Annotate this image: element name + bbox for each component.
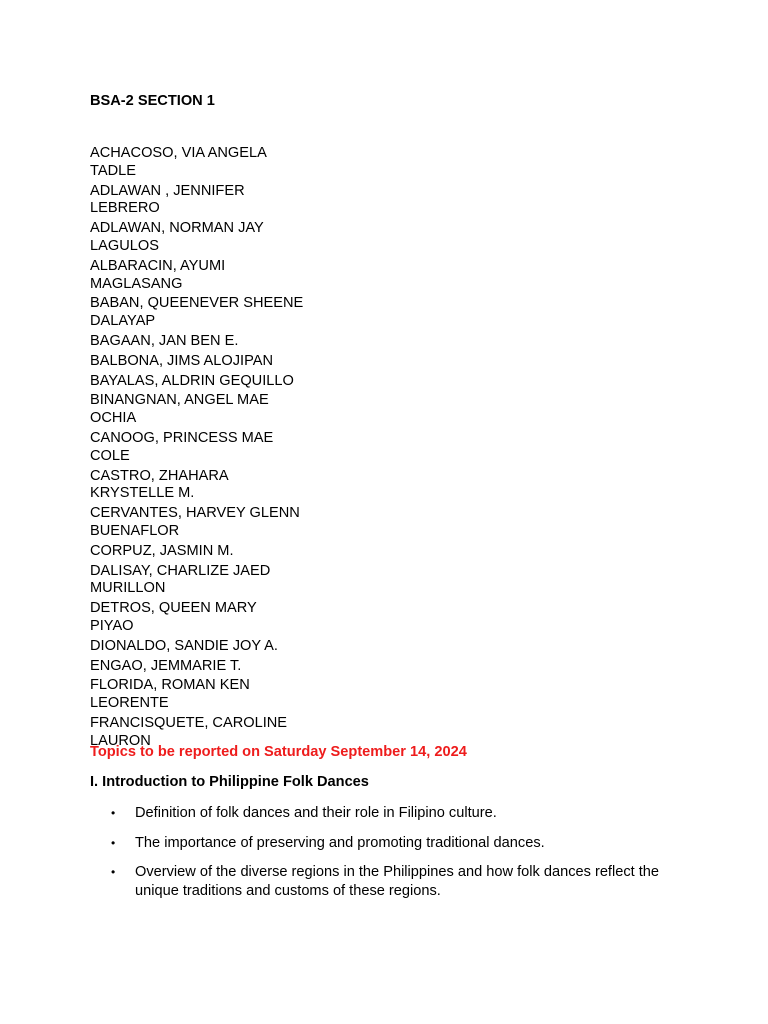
student-name-line: CERVANTES, HARVEY GLENN: [90, 505, 300, 522]
student-name: [90, 563, 350, 599]
topic-bullet-item: [90, 834, 690, 853]
student-name-line: LEBRERO: [90, 200, 160, 217]
student-name: [90, 353, 350, 371]
student-name-line: KRYSTELLE M.: [90, 485, 195, 502]
student-name-line: DALAYAP: [90, 313, 156, 330]
student-name: [90, 543, 350, 561]
student-name: [90, 600, 350, 636]
student-name-line: BAGAAN, JAN BEN E.: [90, 332, 239, 349]
student-name: [90, 677, 350, 713]
bullet-icon: •: [111, 806, 116, 820]
student-name-line: ACHACOSO, VIA ANGELA: [90, 145, 267, 161]
section-heading: BSA-2 SECTION 1: [90, 93, 215, 109]
student-name-line: DIONALDO, SANDIE JOY A.: [90, 637, 278, 654]
topics-title: Topics to be reported on Saturday September 14, 2024: [90, 744, 467, 760]
student-name: [90, 505, 350, 541]
student-name-line: FRANCISQUETE, CAROLINE: [90, 714, 288, 731]
student-name-line: DALISAY, CHARLIZE JAED: [90, 562, 271, 579]
student-name-line: CASTRO, ZHAHARA: [90, 467, 229, 484]
student-name-line: BALBONA, JIMS ALOJIPAN: [90, 352, 274, 369]
student-name: [90, 392, 350, 428]
student-name-line: BABAN, QUEENEVER SHEENE: [90, 295, 304, 312]
topic-bullet-list: [90, 804, 690, 911]
bullet-icon: •: [111, 865, 116, 879]
student-name: [90, 468, 350, 504]
topic-bullet-text: The importance of preserving and promoting traditional dances.: [135, 834, 545, 851]
topic-bullet-text: Definition of folk dances and their role in Filipino culture.: [135, 805, 497, 821]
student-name-line: PIYAO: [90, 617, 134, 634]
student-name-line: TADLE: [90, 162, 136, 179]
student-name-line: DETROS, QUEEN MARY: [90, 600, 257, 617]
student-name-line: CANOOG, PRINCESS MAE: [90, 429, 274, 446]
student-name: [90, 145, 350, 181]
student-name: [90, 183, 350, 219]
student-name-line: COLE: [90, 447, 130, 464]
student-name-line: FLORIDA, ROMAN KEN: [90, 677, 250, 694]
bullet-icon: •: [111, 835, 116, 850]
student-name: [90, 333, 350, 351]
student-name-line: OCHIA: [90, 410, 137, 427]
section-title: I. Introduction to Philippine Folk Dances: [90, 774, 369, 790]
student-name-line: MAGLASANG: [90, 275, 183, 292]
topic-bullet-item: [90, 863, 690, 900]
student-name: [90, 295, 350, 331]
student-name: [90, 638, 350, 656]
student-name: [90, 220, 350, 256]
student-name: [90, 430, 350, 466]
student-name-line: BUENAFLOR: [90, 522, 180, 539]
student-name-line: ADLAWAN , JENNIFER: [90, 182, 245, 199]
topic-bullet-text: Overview of the diverse regions in the Philippines and how folk dances reflect the unique traditions and customs of these regions.: [135, 864, 660, 899]
student-name-line: ALBARACIN, AYUMI: [90, 257, 226, 274]
student-name: [90, 258, 350, 294]
student-name-line: LAURON: [90, 732, 151, 749]
student-name-line: ENGAO, JEMMARIE T.: [90, 657, 242, 674]
topic-bullet-item: [90, 804, 690, 823]
student-name-line: CORPUZ, JASMIN M.: [90, 542, 234, 559]
student-name-line: ADLAWAN, NORMAN JAY: [90, 220, 264, 237]
student-name-list: [90, 145, 350, 753]
student-name-line: BINANGNAN, ANGEL MAE: [90, 392, 269, 409]
student-name-line: MURILLON: [90, 580, 166, 597]
student-name-line: BAYALAS, ALDRIN GEQUILLO: [90, 372, 294, 389]
student-name: [90, 373, 350, 391]
student-name: [90, 658, 350, 676]
student-name-line: LAGULOS: [90, 237, 159, 254]
student-name-line: LEORENTE: [90, 695, 169, 712]
